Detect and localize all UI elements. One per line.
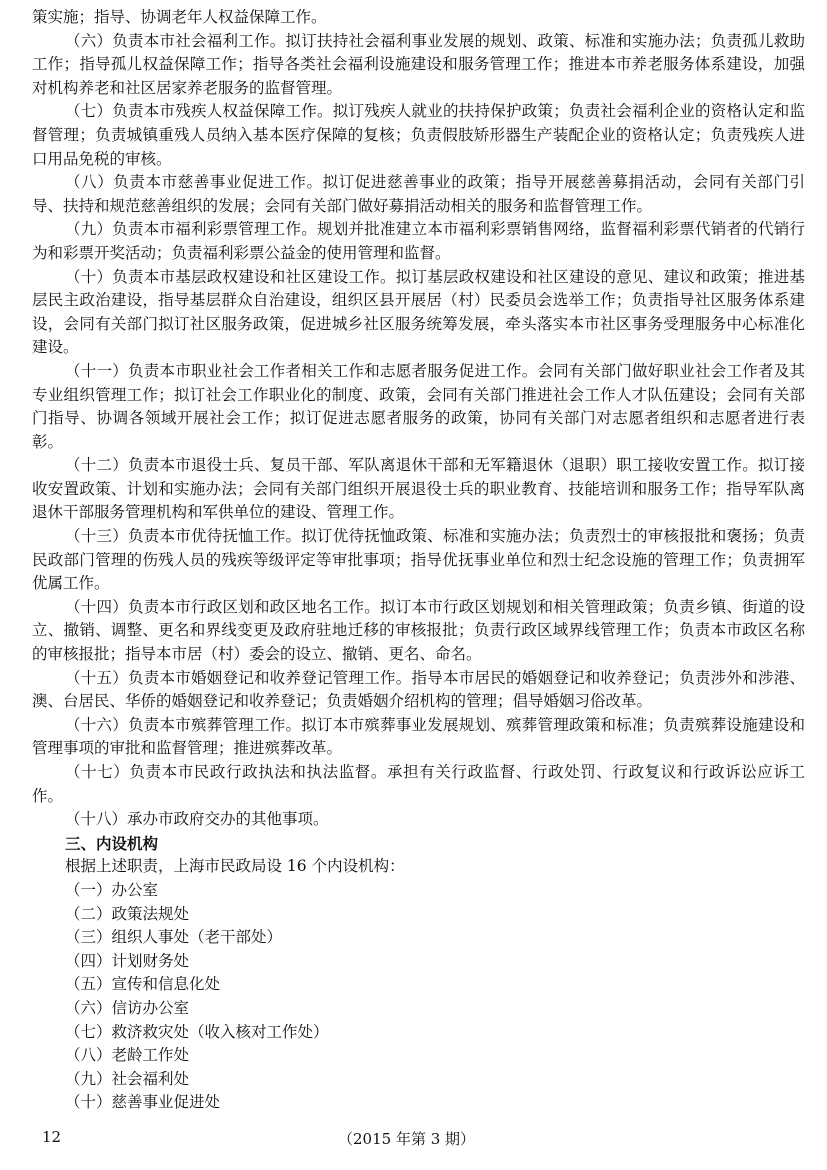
duty-paragraph-17: （十七）负责本市民政行政执法和执法监督。承担有关行政监督、行政处罚、行政复议和行政诉讼应诉工作。 (32, 763, 805, 805)
duty-paragraph-10: （十）负责本市基层政权建设和社区建设工作。拟订基层政权建设和社区建设的意见、建议和政策；推进基层民主政治建设，指导基层群众自治建设，组织区县开展居（村）民委员会选举工作；负责指导社区服务体系建设，会同有关部门拟订社区服务政策，促进城乡社区服务统筹发展，牵头落实本市社区事务受理服务中心标准化建设。 (32, 267, 805, 357)
continuation-paragraph: 策实施；指导、协调老年人权益保障工作。 (32, 8, 327, 26)
duty-paragraph-16: （十六）负责本市殡葬管理工作。拟订本市殡葬事业发展规划、殡葬管理政策和标准；负责殡葬设施建设和管理事项的审批和监督管理；推进殡葬改革。 (32, 715, 805, 758)
duty-paragraph-12: （十二）负责本市退役士兵、复员干部、军队离退休干部和无军籍退休（退职）职工接收安置工作。拟订接收安置政策、计划和实施办法；会同有关部门组织开展退役士兵的职业教育、技能培训和服务工作；指导军队离退休干部服务管理机构和军供单位的建设、管理工作。 (32, 456, 805, 522)
office-list-item: （七）救济救灾处（收入核对工作处） (65, 1022, 329, 1041)
duty-paragraph-15: （十五）负责本市婚姻登记和收养登记管理工作。指导本市居民的婚姻登记和收养登记；负责涉外和涉港、澳、台居民、华侨的婚姻登记和收养登记；负责婚姻介绍机构的管理；倡导婚姻习俗改革。 (32, 668, 805, 711)
office-list-item: （十）慈善事业促进处 (65, 1093, 221, 1112)
duty-paragraph-11: （十一）负责本市职业社会工作者相关工作和志愿者服务促进工作。会同有关部门做好职业社会工作者及其专业组织管理工作；拟订社会工作职业化的制度、政策，会同有关部门推进社会工作人才队伍建设；会同有关部门指导、协调各领域开展社会工作；拟订促进志愿者服务的政策，协同有关部门对志愿者组织和志愿者进行表彰。 (32, 361, 805, 451)
duty-paragraph-13: （十三）负责本市优待抚恤工作。拟订优待抚恤政策、标准和实施办法；负责烈士的审核报批和褒扬；负责民政部门管理的伤残人员的残疾等级评定等审批事项；指导优抚事业单位和烈士纪念设施的管理工作；负责拥军优属工作。 (32, 527, 805, 593)
duty-paragraph-8: （八）负责本市慈善事业促进工作。拟订促进慈善事业的政策；指导开展慈善募捐活动，会同有关部门引导、扶持和规范慈善组织的发展；会同有关部门做好募捐活动相关的服务和监督管理工作。 (32, 173, 805, 215)
office-list-item: （八）老龄工作处 (65, 1046, 190, 1065)
issue-label: （2015 年第 3 期） (338, 1130, 476, 1148)
duty-paragraph-9: （九）负责本市福利彩票管理工作。规划并批准建立本市福利彩票销售网络，监督福利彩票代销者的代销行为和彩票开奖活动；负责福利彩票公益金的使用管理和监督。 (32, 220, 805, 262)
office-list-item: （一）办公室 (65, 880, 159, 899)
section-intro: 根据上述职责，上海市民政局设 16 个内设机构： (65, 857, 405, 876)
office-list-item: （二）政策法规处 (65, 904, 190, 923)
office-list-item: （三）组织人事处（老干部处） (65, 928, 283, 947)
page-number: 12 (42, 1128, 62, 1146)
duty-paragraph-14: （十四）负责本市行政区划和政区地名工作。拟订本市行政区划规划和相关管理政策；负责乡镇、街道的设立、撤销、调整、更名和界线变更及政府驻地迁移的审核报批；负责行政区域界线管理工作；负责本市政区名称的审核报批；指导本市居（村）委会的设立、撤销、更名、命名。 (32, 597, 805, 664)
office-list-item: （四）计划财务处 (65, 951, 190, 970)
office-list-item: （九）社会福利处 (65, 1069, 190, 1088)
office-list (32, 879, 805, 1115)
duty-paragraph-18: （十八）承办市政府交办的其他事项。 (65, 810, 329, 829)
page-footer (0, 1128, 827, 1152)
office-list-item: （五）宣传和信息化处 (65, 975, 221, 994)
section-heading: 三、内设机构 (65, 833, 159, 853)
duty-paragraph-6: （六）负责本市社会福利工作。拟订扶持社会福利事业发展的规划、政策、标准和实施办法；负责孤儿救助工作；指导孤儿权益保障工作；指导各类社会福利设施建设和服务管理工作；推进本市养老服务体系建设，加强对机构养老和社区居家养老服务的监督管理。 (32, 31, 805, 97)
office-list-item: （六）信访办公室 (65, 998, 190, 1017)
duty-paragraph-7: （七）负责本市残疾人权益保障工作。拟订残疾人就业的扶持保护政策；负责社会福利企业的资格认定和监督管理；负责城镇重残人员纳入基本医疗保障的复核；负责假肢矫形器生产装配企业的资格认定；负责残疾人进口用品免税的审核。 (32, 102, 805, 168)
